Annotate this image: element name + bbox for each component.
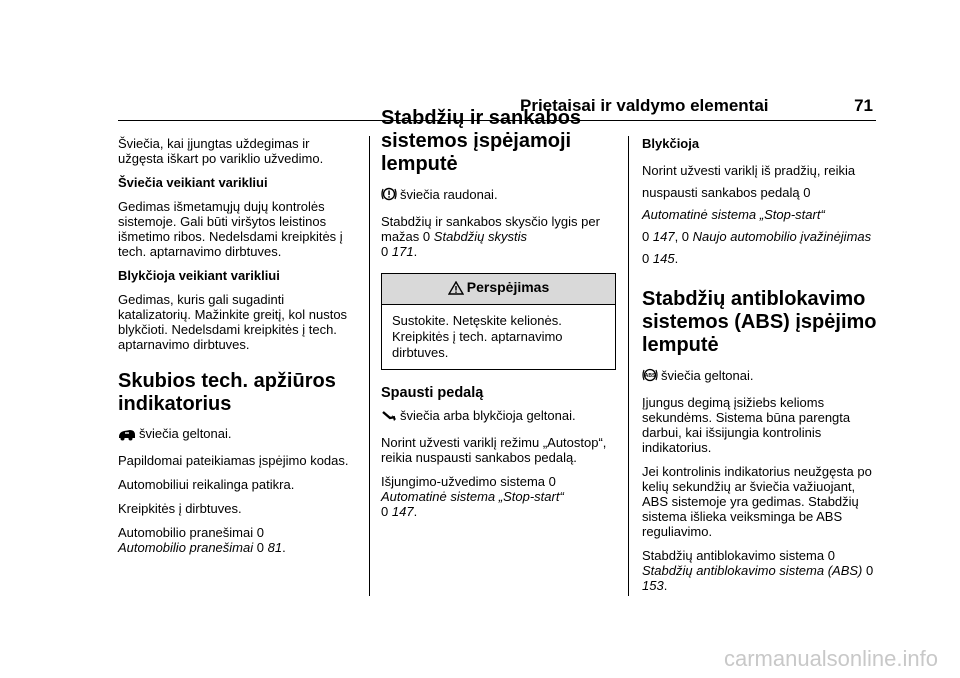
reference-link[interactable]: Stabdžių antiblokavimo sistema (ABS) — [642, 563, 863, 578]
reference-arrow-icon: 0 — [256, 525, 264, 540]
column-divider-2 — [628, 136, 629, 596]
reference-arrow-icon: 0 — [548, 474, 556, 489]
reference-arrow-icon: 0 — [642, 251, 650, 266]
reference-link[interactable]: Naujo automobilio įvažinėjimas — [692, 229, 872, 244]
section-heading: Stabdžių antiblokavimo sistemos (ABS) įspėjimo lemputė — [642, 288, 877, 356]
indicator-line — [381, 186, 616, 205]
paragraph-text: Stabdžių ir sankabos skysčio lygis per mažas — [381, 214, 600, 244]
paragraph-text: Norint užvesti variklį iš pradžių, reikia nuspausti sankabos pedalą — [642, 163, 856, 200]
indicator-line — [642, 367, 878, 386]
warning-body: Sustokite. Netęskite kelionės. Kreipkitės į tech. aptarnavimo dirbtuves. — [392, 313, 563, 360]
reference-arrow-icon: 0 — [422, 229, 431, 244]
paragraph-text: Išjungimo-užvedimo sistema — [381, 474, 546, 489]
reference-arrow-icon: 0 — [256, 540, 264, 555]
paragraph: Gedimas išmetamųjų dujų kontrolės sistemoje. Gali būti viršytos leistinos išmetimo ribos. Nedelsdami kreipkitės į tech. aptarnavimo dirbtuves. — [118, 199, 343, 259]
reference-arrow-icon: 0 — [827, 548, 835, 563]
reference: Stabdžių antiblokavimo sistema 0 Stabdžių antiblokavimo sistema (ABS) 0 153. — [642, 548, 874, 593]
reference-link[interactable]: Automatinė sistema „Stop-start“ — [381, 489, 564, 504]
section-heading: Skubios tech. apžiūros indikatorius — [118, 370, 336, 415]
warning-title: Perspėjimas — [466, 279, 550, 295]
reference-text: Automobilio pranešimai — [118, 525, 254, 540]
paragraph: Automobiliui reikalinga patikra. — [118, 477, 295, 492]
reference-page[interactable]: 81 — [267, 540, 283, 555]
reference: Išjungimo-užvedimo sistema 0 Automatinė sistema „Stop-start“ 0 147. — [381, 474, 564, 519]
reference-page[interactable]: 145 — [652, 251, 675, 266]
reference-link[interactable]: Stabdžių skystis — [433, 229, 527, 244]
clutch-pedal-icon — [381, 410, 397, 426]
reference-page[interactable]: 153 — [642, 578, 664, 593]
abs-icon — [642, 367, 658, 386]
warning-triangle-icon — [448, 281, 464, 298]
reference-link[interactable]: Automatinė sistema „Stop-start“ — [642, 207, 825, 222]
subsection-heading: Spausti pedalą — [381, 385, 484, 401]
column-1 — [118, 136, 358, 564]
indicator-text: šviečia geltonai. — [139, 426, 232, 441]
subheading: Blykčioja — [642, 136, 700, 151]
reference-page[interactable]: 147 — [652, 229, 675, 244]
indicator-text: šviečia raudonai. — [400, 187, 498, 202]
svg-text:ABS: ABS — [644, 373, 656, 379]
reference-arrow-icon: 0 — [381, 244, 389, 259]
paragraph: Šviečia, kai įjungtas uždegimas ir užgęsta iškart po variklio užvedimo. — [118, 136, 324, 166]
watermark: carmanualsonline.info — [723, 646, 938, 671]
paragraph: Kreipkitės į dirbtuves. — [118, 501, 242, 516]
paragraph-text: Stabdžių antiblokavimo sistema — [642, 548, 825, 563]
warning-box — [381, 273, 616, 370]
wrench-car-icon — [118, 428, 136, 444]
paragraph: Įjungus degimą įsižiebs kelioms sekundėms. Sistema būna parengta darbui, kai išsijungia kontrolinis indikatorius. — [642, 395, 851, 455]
reference-page[interactable]: 171 — [391, 244, 414, 259]
section-heading: Stabdžių ir sankabos sistemos įspėjamoji lemputė — [381, 107, 582, 175]
page-number: 71 — [854, 96, 873, 115]
reference-page[interactable]: 147 — [391, 504, 414, 519]
reference-arrow-icon: 0 — [681, 229, 690, 244]
column-divider-1 — [369, 136, 370, 596]
brake-warning-icon — [381, 186, 397, 205]
paragraph: Papildomai pateikiamas įspėjimo kodas. — [118, 453, 349, 468]
warning-header — [382, 274, 615, 305]
section-title: Prietaisai ir valdymo elementai — [520, 96, 769, 115]
indicator-text: šviečia geltonai. — [661, 368, 754, 383]
reference: Norint užvesti variklį iš pradžių, reikia nuspausti sankabos pedalą 0 Automatinė sistema „Stop-start“ 0 147, 0 Naujo automobilio įvažinėjimas 0 145. — [642, 160, 878, 270]
paragraph: Gedimas, kuris gali sugadinti katalizatorių. Mažinkite greitį, kol nustos blykčioti. Nedelsdami kreipkitės į tech. aptarnavimo dirbtuves. — [118, 292, 348, 352]
reference: Automobilio pranešimai 0 Automobilio pranešimai 0 81. — [118, 525, 286, 555]
reference-link[interactable]: Automobilio pranešimai — [118, 540, 254, 555]
column-3 — [642, 136, 878, 602]
reference: Stabdžių ir sankabos skysčio lygis per mažas 0 Stabdžių skystis 0 171. — [381, 214, 600, 259]
subheading: Šviečia veikiant varikliui — [118, 175, 268, 190]
column-2 — [381, 107, 616, 528]
indicator-text: šviečia arba blykčioja geltonai. — [400, 408, 576, 423]
reference-arrow-icon: 0 — [866, 563, 874, 578]
indicator-line — [118, 426, 358, 444]
reference-arrow-icon: 0 — [803, 185, 811, 200]
paragraph: Norint užvesti variklį režimu „Autostop“, reikia nuspausti sankabos pedalą. — [381, 435, 607, 465]
paragraph: Jei kontrolinis indikatorius neužgęsta po kelių sekundžių ar šviečia važiuojant, ABS sistemoje yra gedimas. Stabdžių sistema išlieka veiksminga be ABS reguliavimo. — [642, 464, 872, 539]
subheading: Blykčioja veikiant varikliui — [118, 268, 280, 283]
indicator-line — [381, 408, 616, 426]
reference-arrow-icon: 0 — [642, 229, 650, 244]
reference-arrow-icon: 0 — [381, 504, 389, 519]
